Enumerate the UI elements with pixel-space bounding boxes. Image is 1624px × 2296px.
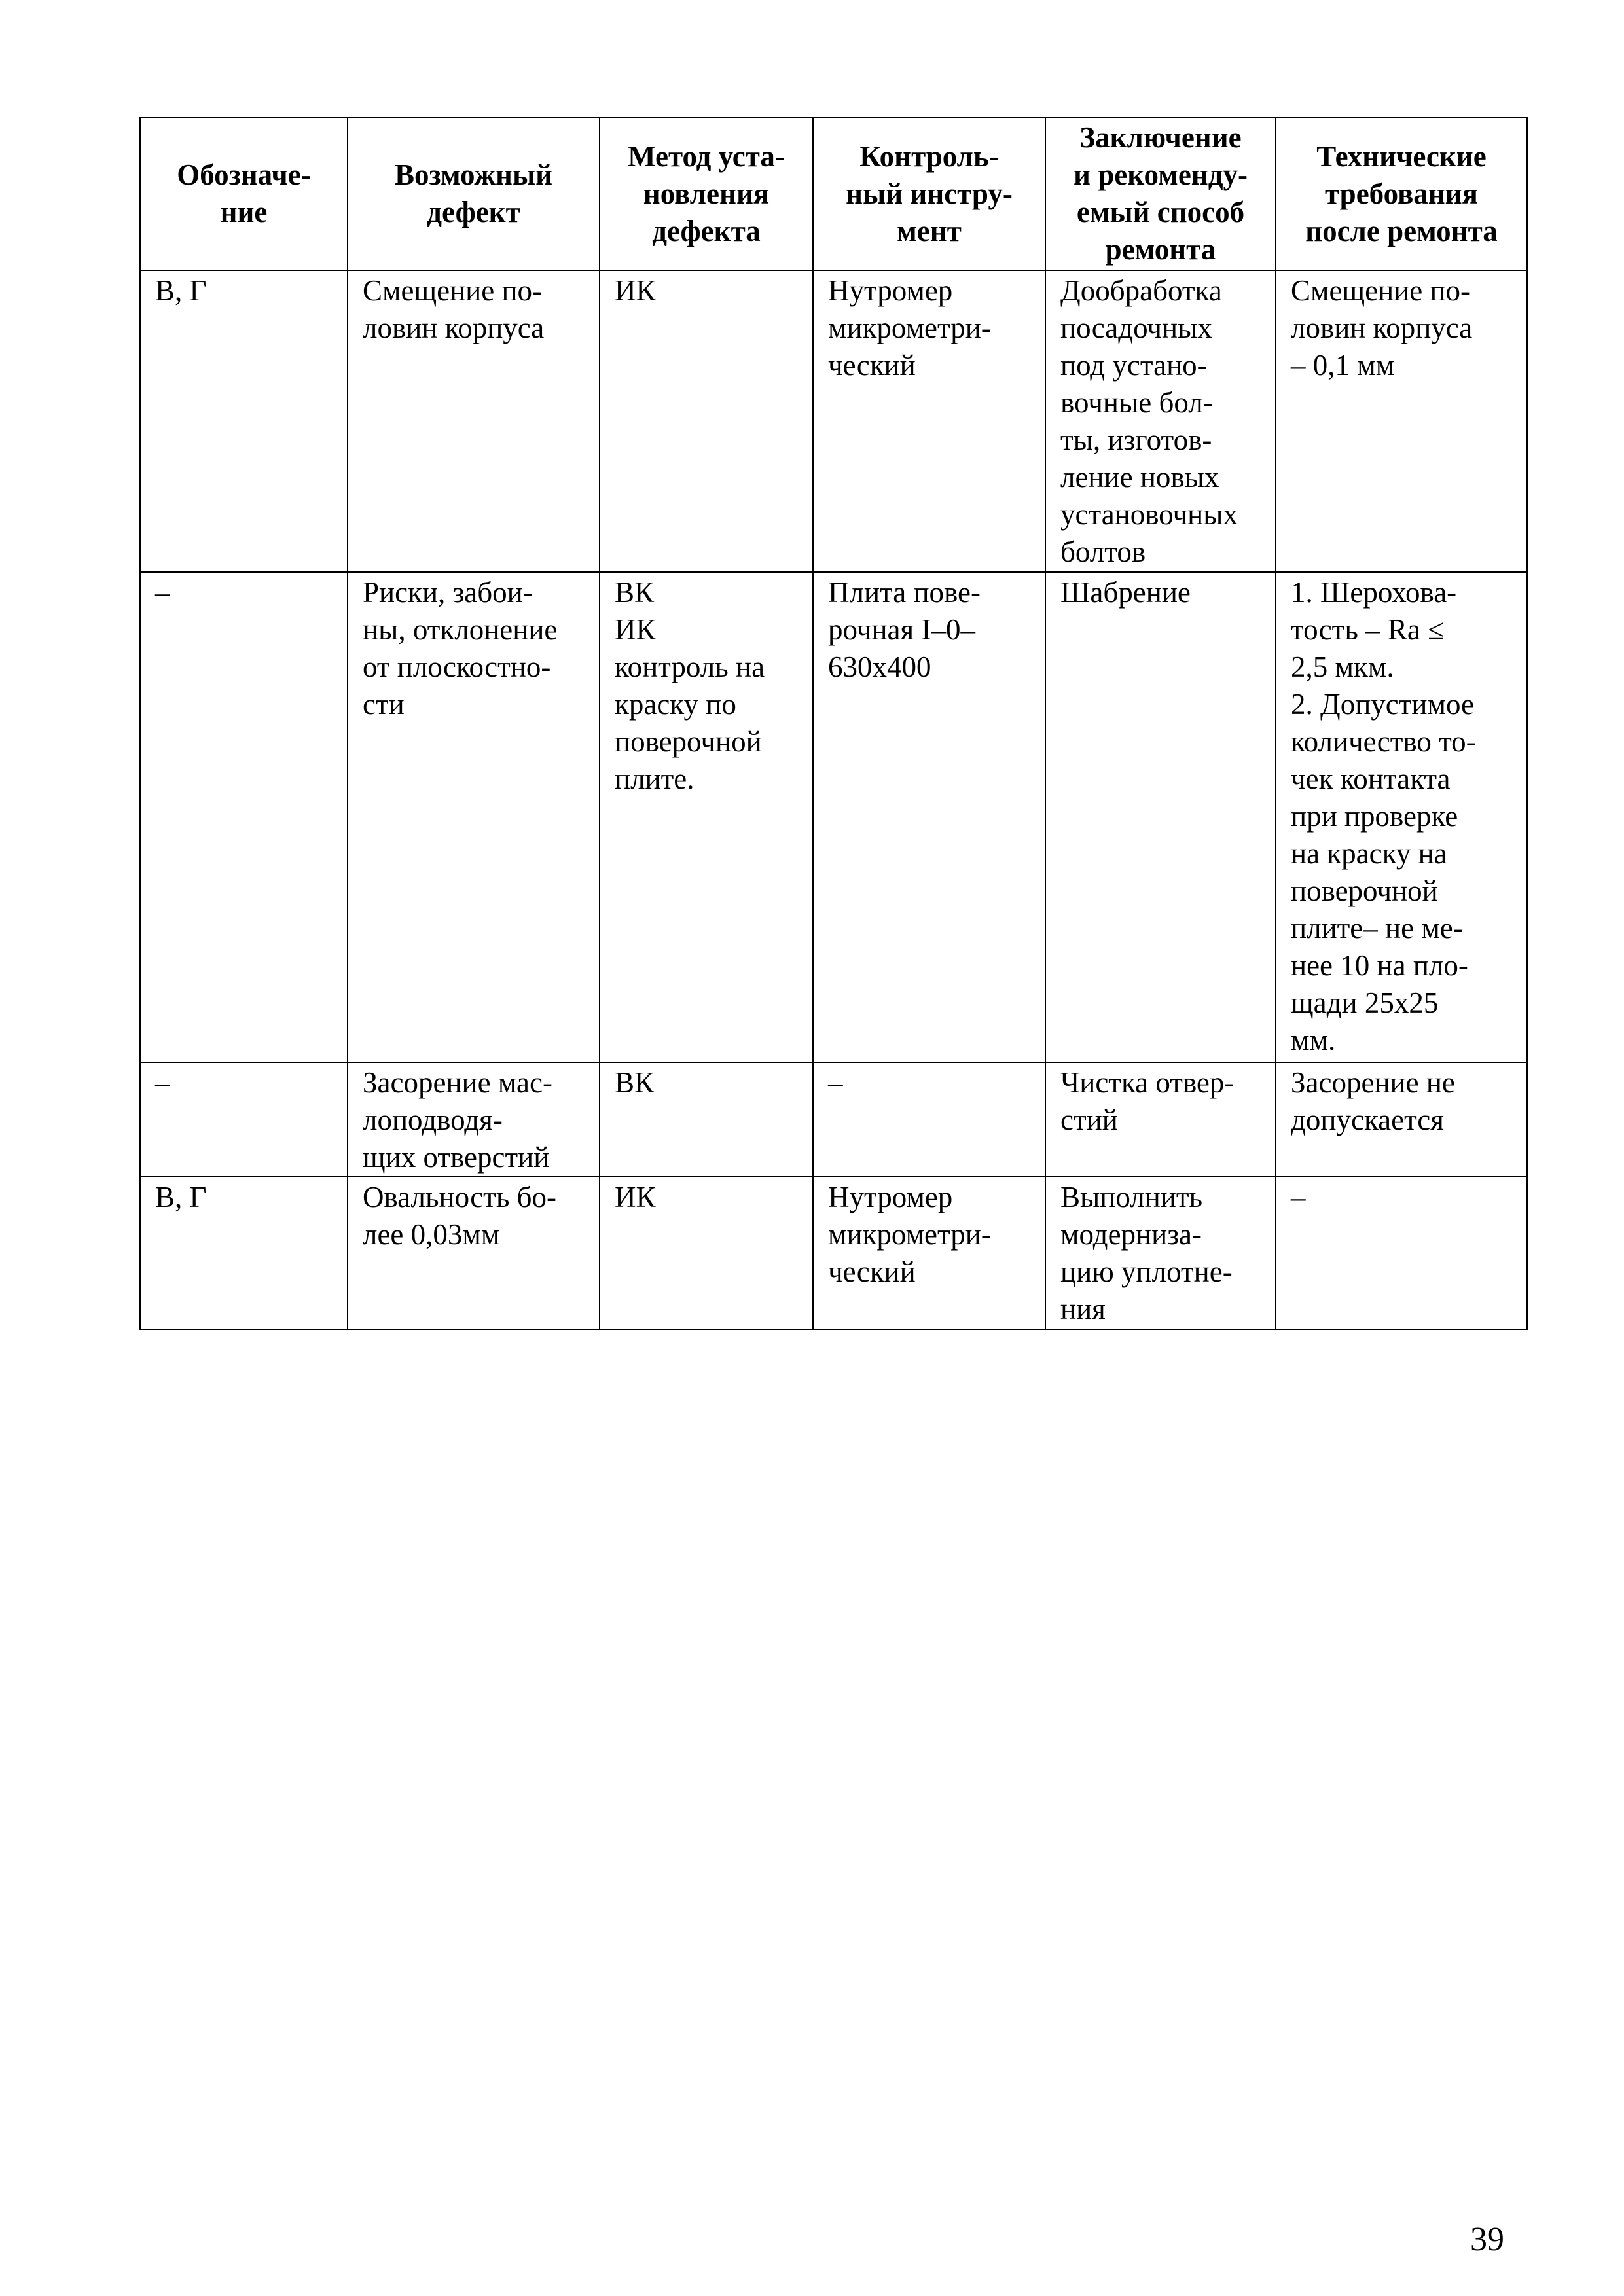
cell-line: Нутромер xyxy=(828,1181,953,1213)
cell-line: ИК xyxy=(615,1181,656,1213)
cell-line: ВК xyxy=(615,576,655,609)
cell-line: – xyxy=(155,1066,170,1099)
cell-requirements-after-repair xyxy=(1276,270,1527,572)
cell-possible-defect xyxy=(348,1062,600,1177)
cell-line: сти xyxy=(363,688,405,721)
cell-line: на краску на xyxy=(1291,837,1447,870)
cell-line: допускается xyxy=(1291,1103,1444,1136)
cell-line: цию уплотне- xyxy=(1060,1255,1233,1288)
header-line: и рекоменду- xyxy=(1074,158,1248,191)
cell-line: плите. xyxy=(615,762,695,795)
column-header-possible-defect xyxy=(348,117,600,270)
cell-line: Чистка отвер- xyxy=(1060,1066,1235,1099)
cell-conclusion-repair xyxy=(1045,270,1276,572)
cell-line: щих отверстий xyxy=(363,1141,550,1174)
table-row xyxy=(140,1062,1527,1177)
header-line: ние xyxy=(220,196,268,228)
header-line: новления xyxy=(643,177,770,210)
cell-designation xyxy=(140,1062,348,1177)
cell-line: поверочной xyxy=(615,725,762,758)
header-line: ремонта xyxy=(1105,233,1216,266)
cell-possible-defect xyxy=(348,572,600,1062)
cell-line: установочных xyxy=(1060,498,1238,531)
cell-line: Плита пове- xyxy=(828,576,981,609)
header-line: Технические xyxy=(1316,139,1487,173)
cell-line: мм. xyxy=(1291,1024,1336,1056)
cell-line: Риски, забои- xyxy=(363,576,533,609)
cell-line: лоподводя- xyxy=(363,1103,503,1136)
cell-line: Шабрение xyxy=(1060,576,1191,609)
cell-line: ческий xyxy=(828,349,916,382)
header-line: Обозначе- xyxy=(177,158,311,191)
header-line: Заключение xyxy=(1079,121,1242,154)
cell-line: Дообработка xyxy=(1060,274,1222,307)
column-header-control-instrument xyxy=(813,117,1045,270)
header-line: дефекта xyxy=(652,214,761,247)
column-header-conclusion-repair xyxy=(1045,117,1276,270)
cell-designation xyxy=(140,270,348,572)
cell-line: чек контакта xyxy=(1291,762,1451,795)
cell-line: Засорение мас- xyxy=(363,1066,552,1099)
cell-line: Нутромер xyxy=(828,274,953,307)
cell-line: 1. Шерохова- xyxy=(1291,576,1457,609)
header-line: Возможный xyxy=(394,158,553,191)
header-line: требования xyxy=(1325,177,1478,210)
cell-line: – xyxy=(155,576,170,609)
cell-control-instrument xyxy=(813,1177,1045,1329)
cell-line: В, Г xyxy=(155,1181,207,1213)
cell-line: посадочных xyxy=(1060,312,1212,344)
cell-designation xyxy=(140,1177,348,1329)
cell-line: краску по xyxy=(615,688,736,721)
cell-line: ческий xyxy=(828,1255,916,1288)
cell-line: Овальность бо- xyxy=(363,1181,556,1213)
cell-line: В, Г xyxy=(155,274,207,307)
page-number: 39 xyxy=(1470,2221,1504,2258)
cell-line: ния xyxy=(1060,1293,1106,1325)
cell-control-instrument xyxy=(813,1062,1045,1177)
cell-line: ИК xyxy=(615,613,656,646)
cell-line: щади 25х25 xyxy=(1291,986,1439,1019)
cell-line: количество то- xyxy=(1291,725,1476,758)
cell-requirements-after-repair xyxy=(1276,1062,1527,1177)
column-header-designation xyxy=(140,117,348,270)
cell-possible-defect xyxy=(348,270,600,572)
cell-line: Смещение по- xyxy=(1291,274,1471,307)
cell-line: при проверке xyxy=(1291,800,1458,833)
cell-line: – xyxy=(1291,1181,1306,1213)
cell-line: 2. Допустимое xyxy=(1291,688,1474,721)
cell-detection-method xyxy=(600,1062,813,1177)
cell-line: Смещение по- xyxy=(363,274,543,307)
header-line: Контроль- xyxy=(859,139,999,173)
cell-requirements-after-repair xyxy=(1276,1177,1527,1329)
cell-line: рочная I–0– xyxy=(828,613,975,646)
cell-line: ИК xyxy=(615,274,656,307)
cell-line: микрометри- xyxy=(828,312,991,344)
cell-line: модерниза- xyxy=(1060,1218,1202,1251)
column-header-requirements-after-repair xyxy=(1276,117,1527,270)
cell-conclusion-repair xyxy=(1045,572,1276,1062)
cell-line: микрометри- xyxy=(828,1218,991,1251)
cell-detection-method xyxy=(600,1177,813,1329)
cell-line: поверочной xyxy=(1291,874,1438,907)
table-row xyxy=(140,572,1527,1062)
cell-line: ВК xyxy=(615,1066,655,1099)
cell-line: – xyxy=(828,1066,843,1099)
cell-line: тость – Ra ≤ xyxy=(1291,613,1444,646)
cell-designation xyxy=(140,572,348,1062)
cell-line: 630х400 xyxy=(828,651,931,683)
cell-line: нее 10 на пло- xyxy=(1291,949,1468,982)
column-header-detection-method xyxy=(600,117,813,270)
cell-possible-defect xyxy=(348,1177,600,1329)
cell-line: – 0,1 мм xyxy=(1291,349,1395,382)
header-line: мент xyxy=(897,214,962,247)
cell-control-instrument xyxy=(813,572,1045,1062)
cell-line: вочные бол- xyxy=(1060,386,1213,419)
table-row xyxy=(140,1177,1527,1329)
cell-line: ловин корпуса xyxy=(363,312,545,344)
cell-detection-method xyxy=(600,270,813,572)
cell-line: ление новых xyxy=(1060,461,1219,493)
cell-line: под устано- xyxy=(1060,349,1207,382)
cell-detection-method xyxy=(600,572,813,1062)
defect-table xyxy=(139,117,1528,1330)
header-line: Метод уста- xyxy=(628,139,785,173)
header-line: дефект xyxy=(427,196,520,228)
cell-line: контроль на xyxy=(615,651,765,683)
cell-line: от плоскостно- xyxy=(363,651,551,683)
cell-line: Выполнить xyxy=(1060,1181,1203,1213)
cell-line: болтов xyxy=(1060,535,1146,568)
cell-line: 2,5 мкм. xyxy=(1291,651,1394,683)
cell-conclusion-repair xyxy=(1045,1062,1276,1177)
cell-line: ты, изготов- xyxy=(1060,423,1212,456)
cell-conclusion-repair xyxy=(1045,1177,1276,1329)
cell-line: ны, отклонение xyxy=(363,613,558,646)
cell-line: лее 0,03мм xyxy=(363,1218,500,1251)
cell-line: плите– не ме- xyxy=(1291,912,1463,944)
header-line: после ремонта xyxy=(1305,214,1498,247)
table-header-row xyxy=(140,117,1527,270)
table-row xyxy=(140,270,1527,572)
cell-line: ловин корпуса xyxy=(1291,312,1473,344)
header-line: ный инстру- xyxy=(846,177,1013,210)
cell-control-instrument xyxy=(813,270,1045,572)
cell-line: Засорение не xyxy=(1291,1066,1455,1099)
cell-requirements-after-repair xyxy=(1276,572,1527,1062)
cell-line: стий xyxy=(1060,1103,1118,1136)
header-line: емый способ xyxy=(1076,196,1245,228)
